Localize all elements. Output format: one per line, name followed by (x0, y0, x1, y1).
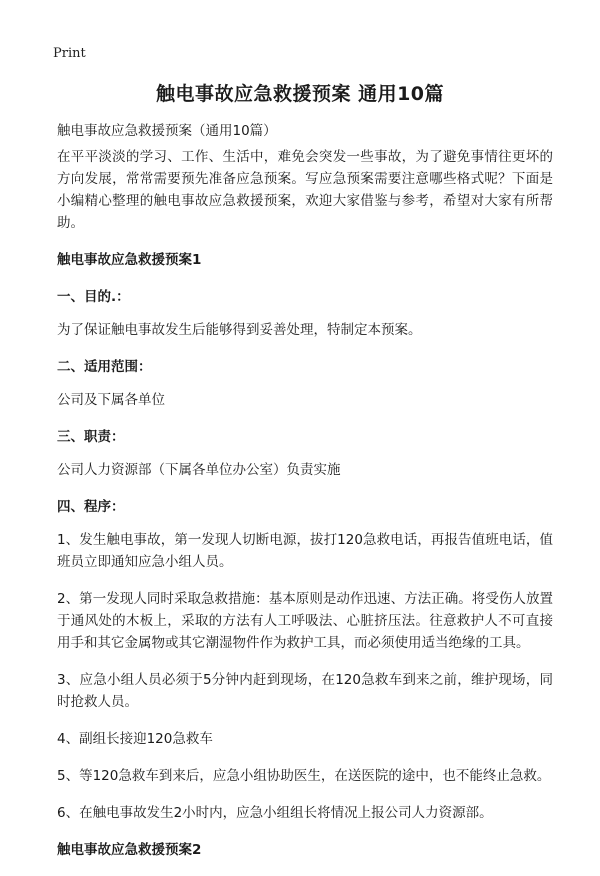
procedure-step: 2、第一发现人同时采取急救措施：基本原则是动作迅速、方法正确。将受伤人放置于通风处的木板上，采取的方法有人工呼吸法、心脏挤压法。往意救护人不可直接用手和其它金属物或其它潮湿物件作为救护工具，而必须使用适当绝缘的工具。 (57, 591, 553, 651)
scope-text: 公司及下属各单位 (57, 392, 165, 408)
purpose-text: 为了保证触电事故发生后能够得到妥善处理，特制定本预案。 (57, 322, 422, 338)
procedure-step: 6、在触电事故发生2小时内，应急小组组长将情况上报公司人力资源部。 (57, 805, 493, 821)
document-body (57, 120, 553, 876)
print-label: Print (53, 46, 86, 61)
document-title: 触电事故应急救援预案 通用10篇 (155, 83, 445, 105)
section-heading-1: 触电事故应急救援预案1 (57, 252, 202, 268)
procedure-step: 1、发生触电事故，第一发现人切断电源，拔打120急救电话，再报告值班电话，值班员立即通知应急小组人员。 (57, 532, 553, 570)
duty-heading: 三、职责： (57, 429, 125, 445)
section-heading-2: 触电事故应急救援预案2 (57, 842, 202, 858)
intro-paragraph: 在平平淡淡的学习、工作、生活中，难免会突发一些事故，为了避免事情往更坏的方向发展，常常需要预先准备应急预案。写应急预案需要注意哪些格式呢？下面是小编精心整理的触电事故应急救援预案，欢迎大家借鉴与参考，希望对大家有所帮助。 (57, 149, 553, 231)
procedure-step: 4、副组长接迎120急救车 (57, 731, 213, 747)
document-subtitle: 触电事故应急救援预案（通用10篇） (57, 123, 277, 139)
procedure-step: 5、等120急救车到来后，应急小组协助医生，在送医院的途中，也不能终止急救。 (57, 768, 551, 784)
procedure-step: 3、应急小组人员必须于5分钟内赶到现场，在120急救车到来之前，维护现场，同时抢救人员。 (57, 672, 553, 710)
procedure-heading: 四、程序： (57, 499, 125, 515)
scope-heading: 二、适用范围： (57, 359, 152, 375)
purpose-heading: 一、目的.： (57, 289, 130, 305)
duty-text: 公司人力资源部（下属各单位办公室）负责实施 (57, 462, 341, 478)
